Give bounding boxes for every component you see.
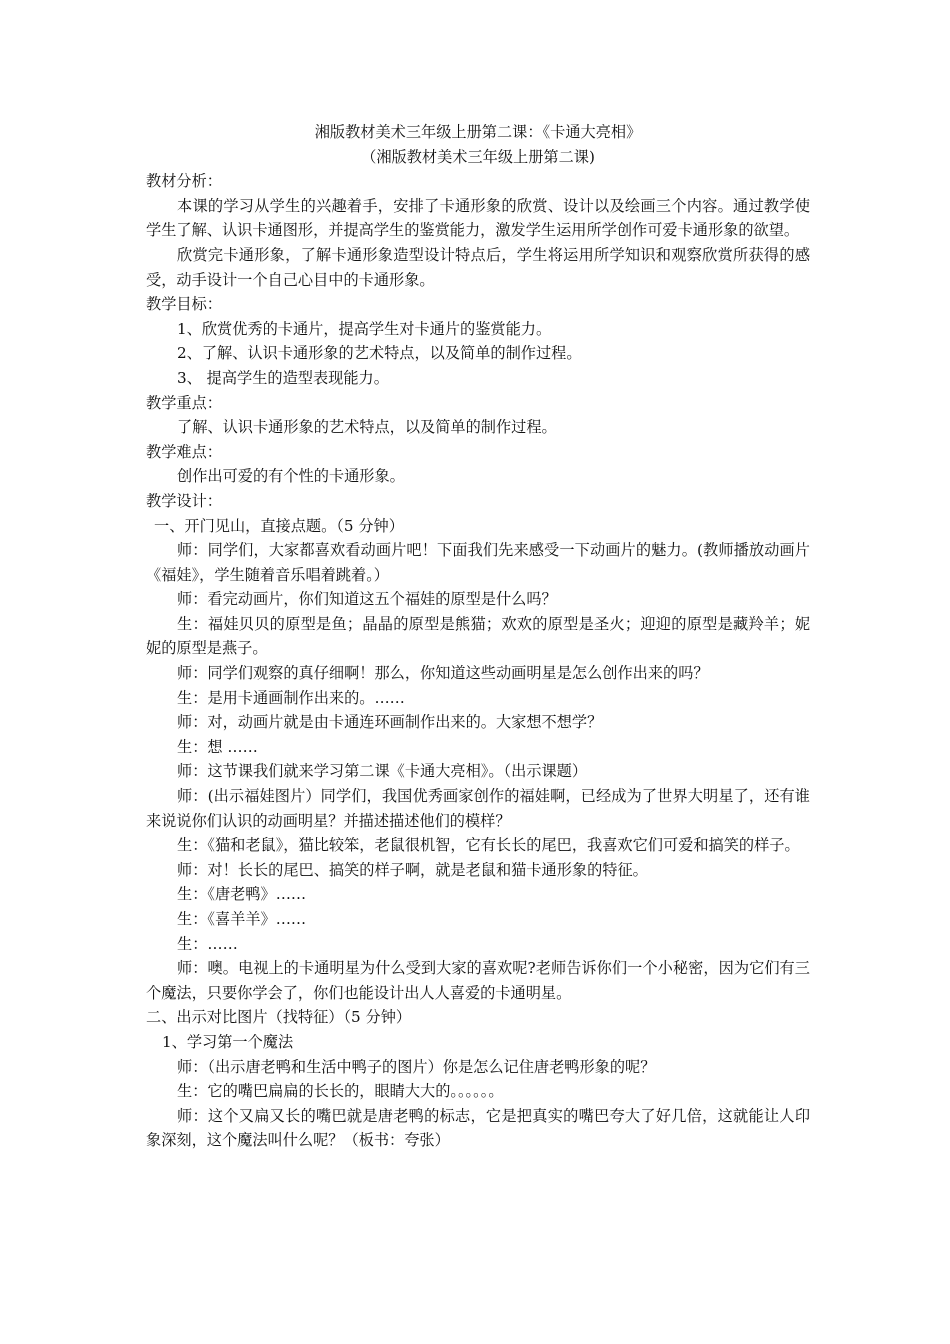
heading-difficulty: 教学难点： <box>146 442 222 461</box>
dialogue-line: 师：同学们，大家都喜欢看动画片吧！下面我们先来感受一下动画片的魅力。(教师播放动画片《福娃》，学生随着音乐唱着跳着。） <box>146 541 810 584</box>
dialogue-line: 师：对！长长的尾巴、搞笑的样子啊，就是老鼠和猫卡通形象的特征。 <box>177 860 648 879</box>
document-body <box>146 120 810 1153</box>
dialogue-line: 生：它的嘴巴扁扁的长长的，眼睛大大的。。。。。。 <box>177 1082 504 1101</box>
key-points-text: 了解、认识卡通形象的艺术特点，以及简单的制作过程。 <box>177 418 557 437</box>
goal-item: 3、 提高学生的造型表现能力。 <box>177 368 389 387</box>
heading-key-points: 教学重点： <box>146 393 222 412</box>
document-subtitle: （湘版教材美术三年级上册第二课) <box>361 147 595 166</box>
dialogue-line: 生：福娃贝贝的原型是鱼；晶晶的原型是熊猫；欢欢的原型是圣火；迎迎的原型是藏羚羊；妮妮的原型是燕子。 <box>146 614 810 658</box>
analysis-paragraph: 欣赏完卡通形象，了解卡通形象造型设计特点后，学生将运用所学知识和观察欣赏所获得的感受，动手设计一个自己心目中的卡通形象。 <box>146 245 810 289</box>
dialogue-line: 师：对，动画片就是由卡通连环画制作出来的。大家想不想学？ <box>177 713 603 732</box>
dialogue-line: 生：…… <box>177 934 238 953</box>
dialogue-line: 生：是用卡通画制作出来的。…… <box>177 688 405 707</box>
dialogue-line: 师：噢。电视上的卡通明星为什么受到大家的喜欢呢?老师告诉你们一个小秘密，因为它们有三个魔法，只要你学会了，你们也能设计出人人喜爱的卡通明星。 <box>146 959 810 1002</box>
heading-design: 教学设计： <box>146 491 222 510</box>
goal-item: 2、了解、认识卡通形象的艺术特点，以及简单的制作过程。 <box>177 344 582 363</box>
part2-heading: 二、出示对比图片（找特征）（5 分钟） <box>146 1008 412 1027</box>
heading-analysis: 教材分析： <box>146 172 222 191</box>
dialogue-line: 师：(出示福娃图片）同学们，我国优秀画家创作的福娃啊，已经成为了世界大明星了，还有谁来说说你们认识的动画明星？并描述描述他们的模样？ <box>146 787 810 830</box>
dialogue-line: 生：《喜羊羊》…… <box>177 910 307 928</box>
dialogue-line: 师：看完动画片，你们知道这五个福娃的原型是什么吗？ <box>177 590 557 609</box>
document-title: 湘版教材美术三年级上册第二课：《卡通大亮相》 <box>314 123 642 141</box>
goal-item: 1、欣赏优秀的卡通片，提高学生对卡通片的鉴赏能力。 <box>177 319 552 338</box>
difficulty-text: 创作出可爱的有个性的卡通形象。 <box>177 467 405 486</box>
dialogue-line: 师：这个又扁又长的嘴巴就是唐老鸭的标志，它是把真实的嘴巴夸大了好几倍，这就能让人印象深刻，这个魔法叫什么呢？（板书：夸张） <box>146 1106 810 1150</box>
dialogue-line: 师：（出示唐老鸭和生活中鸭子的图片）你是怎么记住唐老鸭形象的呢？ <box>177 1057 656 1076</box>
part2-subheading: 1、学习第一个魔法 <box>162 1032 294 1051</box>
dialogue-line: 生：《猫和老鼠》，猫比较笨，老鼠很机智，它有长长的尾巴，我喜欢它们可爱和搞笑的样子。 <box>177 836 800 855</box>
dialogue-line: 生：想 …… <box>177 737 258 756</box>
heading-goals: 教学目标： <box>146 295 222 314</box>
dialogue-line: 生：《唐老鸭》…… <box>177 885 307 904</box>
part1-heading: 一、开门见山，直接点题。（5 分钟） <box>154 516 404 535</box>
dialogue-line: 师：同学们观察的真仔细啊！那么，你知道这些动画明星是怎么创作出来的吗？ <box>177 664 709 683</box>
analysis-paragraph: 本课的学习从学生的兴趣着手，安排了卡通形象的欣赏、设计以及绘画三个内容。通过教学使学生了解、认识卡通图形，并提高学生的鉴赏能力，激发学生运用所学创作可爱卡通形象的欲望。 <box>146 196 810 240</box>
dialogue-line: 师：这节课我们就来学习第二课《卡通大亮相》。（出示课题） <box>177 762 588 781</box>
